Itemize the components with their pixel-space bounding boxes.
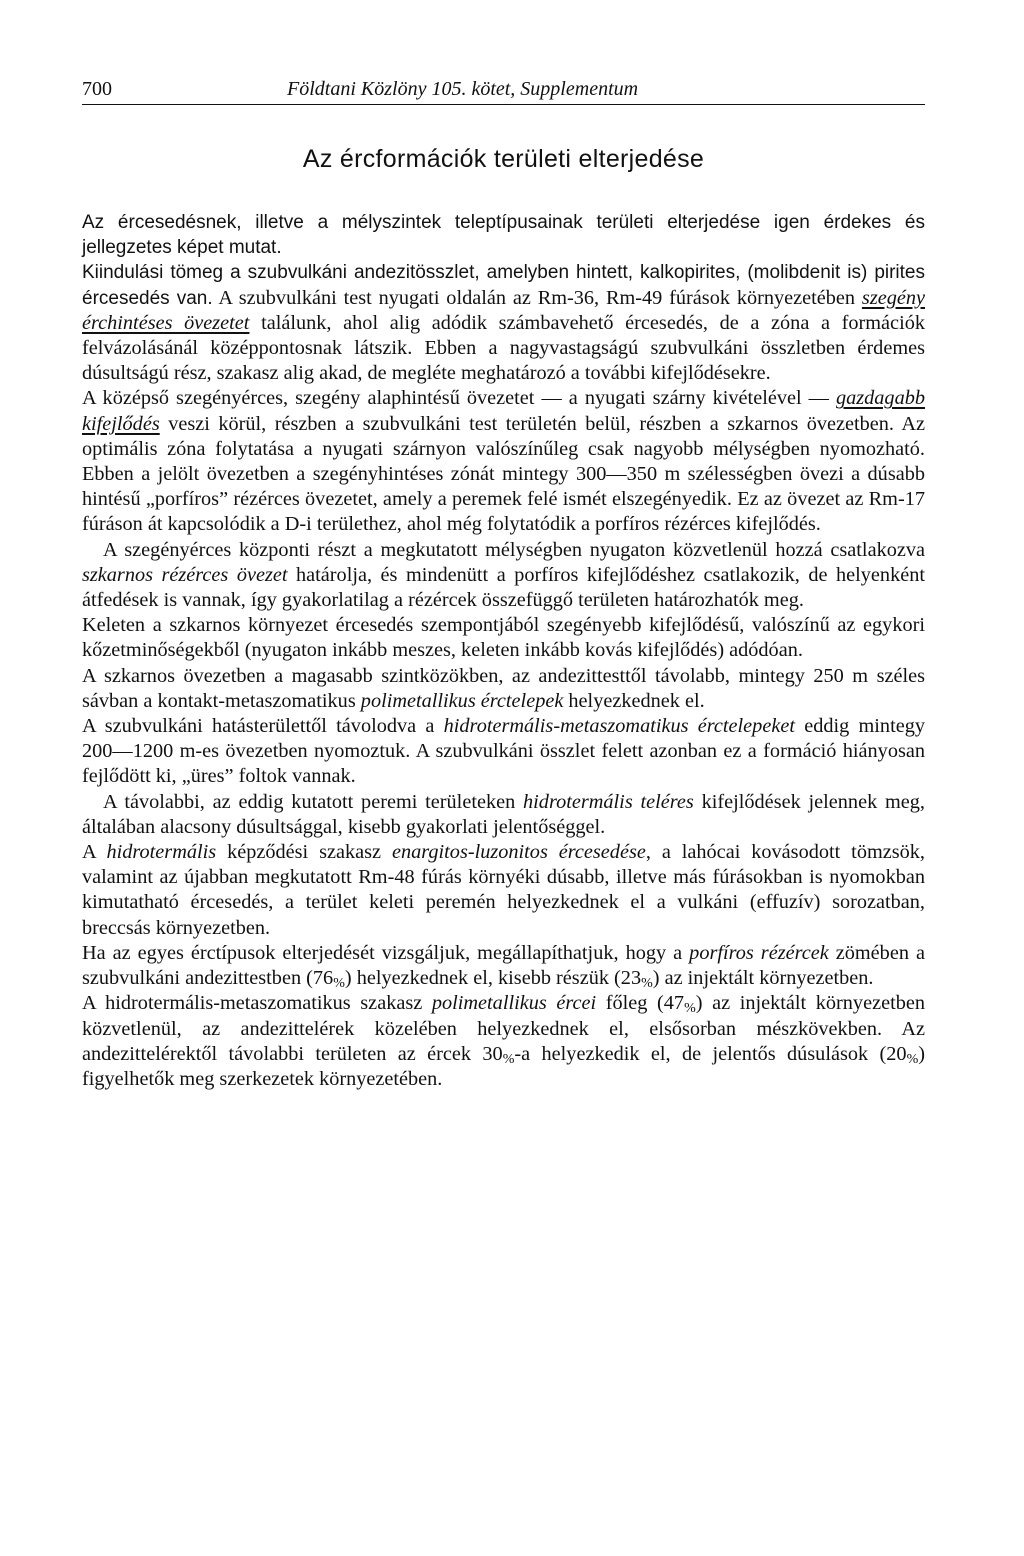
paragraph-11: A hidrotermális-metaszomatikus szakasz polimetallikus ércei főleg $(47_{\%})$ az injektált környezetben közvetlenül, az andezittelérek közelében helyezkednek el, elsősorban mészkövekben. Az andezittelérektől távolabbi területen az ércek $30_{\%}-a$ helyezkedik el, de jelentős dúsulások $(20_{\%})$ figyelhetők meg szerkezetek környezetében. — [82, 992, 925, 1090]
paragraph-10: Ha az egyes érctípusok elterjedését vizsgáljuk, megállapíthatjuk, hogy a porfíros rézércek zömében a szubvulkáni andezittestben $(76_{\%})$ helyezkednek el, kisebb részük $(23_{\%})$ az injektált környezetben. — [82, 941, 925, 992]
running-title: Földtani Közlöny 105. kötet, Supplementum — [287, 78, 639, 100]
section-title: Az ércformációk területi elterjedése — [302, 145, 705, 173]
paragraph-8: A távolabbi, az eddig kutatott peremi területeken hidrotermális teléres kifejlődések jelennek meg, általában alacsony dúsultsággal, kisebb gyakorlati jelentőséggel. — [82, 790, 925, 838]
page-number: 700 — [82, 78, 112, 100]
paragraph-2: Kiindulási tömeg a szubvulkáni andezitösszlet, amelyben hintett, kalkopirites, (molibdenit is) pirites ércesedés van. A szubvulkáni test nyugati oldalán az Rm-36, Rm-49 fúrások környezetében szegény érchintéses övezetet találunk, ahol alig adódik számbavehető ércesedés, de a zóna a formációk felvázolásánál középpontosnak látszik. Ebben a nagyvastagságú szubvulkáni összletben érdemes dúsultságú rész, szakasz alig akad, de megléte meghatározó a további kifejlődésekre. — [82, 262, 925, 385]
paragraph-9: A hidrotermális képződési szakasz enargitos-luzonitos ércesedése, a lahócai kovásodott tömzsök, valamint az újabban megkutatott Rm-48 fúrás környéki dúsabb, illetve más fúrásokban is nyomokban kimutatható ércesedés, a terület keleti peremén helyezkednek el a vulkáni (effuzív) sorozatban, breccsás környezetben. — [82, 841, 925, 939]
document-page — [82, 70, 925, 1092]
body-text — [82, 210, 925, 1092]
paragraph-1: Az ércesedésnek, illetve a mélyszintek teleptípusainak területi elterjedése igen érdekes és jellegzetes képet mutat. — [82, 212, 925, 259]
paragraph-5: Keleten a szkarnos környezet ércesedés szempontjából szegényebb kifejlődésű, valószínű az egykori kőzetminőségekből (nyugaton inkább meszes, keleten inkább kovás kifejlődés) adódóan. — [82, 614, 925, 662]
paragraph-4: A szegényérces központi részt a megkutatott mélységben nyugaton közvetlenül hozzá csatlakozva szkarnos rézérces övezet határolja, és mindenütt a porfíros kifejlődéshez csatlakozik, de helyenként átfedések is vannak, így gyakorlatilag a rézércek összefüggő területen határozhatók meg. — [82, 538, 925, 612]
paragraph-7: A szubvulkáni hatásterülettől távolodva a hidrotermális-metaszomatikus érctelepeket eddig mintegy 200—1200 m-es övezetben nyomoztuk. A szubvulkáni összlet felett azonban ez a formáció hiányosan fejlődött ki, „üres” foltok vannak. — [82, 715, 925, 788]
paragraph-6: A szkarnos övezetben a magasabb szintközökben, az andezittesttől távolabb, mintegy 250 m széles sávban a kontakt-metaszomatikus polimetallikus érctelepek helyezkednek el. — [82, 664, 925, 712]
paragraph-3: A középső szegényérces, szegény alaphintésű övezetet — a nyugati szárny kivételével — gazdagabb kifejlődés veszi körül, részben a szubvulkáni test területén belül, részben a szkarnos övezetben. Az optimális zóna folytatása a nyugati szárnyon valószínűleg csak nagyobb mélységben nyomozható. Ebben a jelölt övezetben a szegényhintéses zónát mintegy 300—350 m szélességben övezi a dúsabb hintésű „porfíros” rézérces övezetet, amely a peremek felé ismét elszegényedik. Ez az övezet az Rm-17 fúráson át kapcsolódik a D-i területhez, ahol még folytatódik a porfíros rézérces kifejlődés. — [82, 387, 925, 536]
page-header — [82, 70, 925, 105]
